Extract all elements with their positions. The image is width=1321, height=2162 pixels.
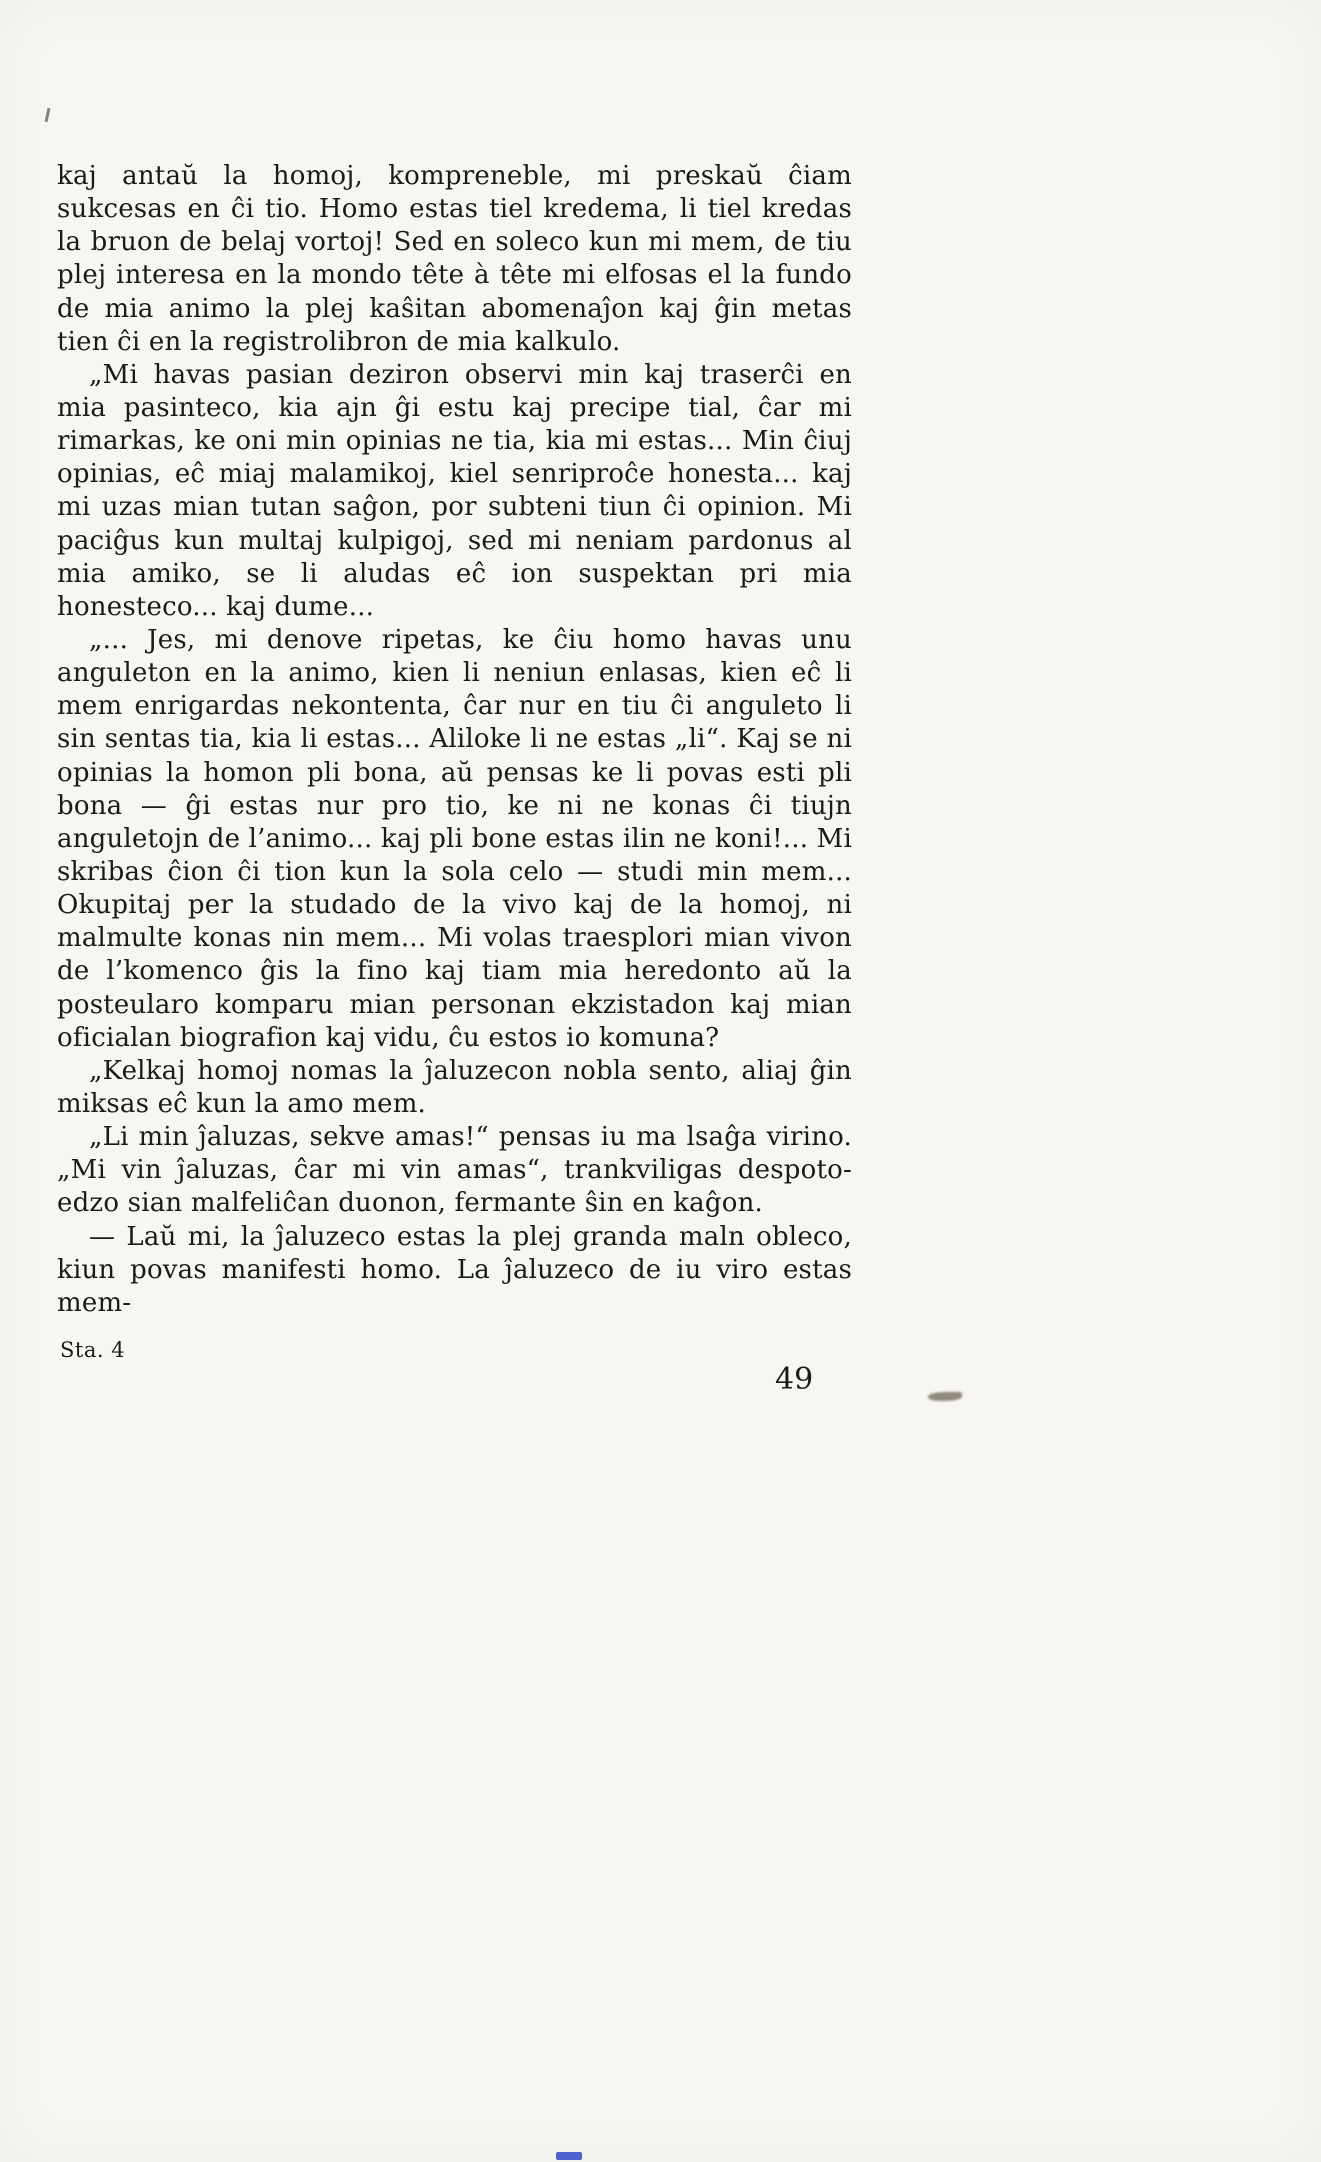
paragraph: „Kelkaj homoj nomas la ĵaluzecon nobla sento, aliaj ĝin miksas eĉ kun la amo mem. bbox=[57, 1055, 852, 1119]
paragraph: — Laŭ mi, la ĵaluzeco estas la plej granda maln obleco, kiun povas manifesti homo. La ĵaluzeco de iu viro estas mem- bbox=[57, 1221, 852, 1318]
paragraph: kaj antaŭ la homoj, kompreneble, mi preskaŭ ĉiam sukcesas en ĉi tio. Homo estas tiel kredema, li tiel kredas la bruon de belaj vortoj! Sed en soleco kun mi mem, de tiu plej interesa en la mondo tête à tête mi elfosas el la fundo de mia animo la plej kaŝitan abomenaĵon kaj ĝin metas tien ĉi en la registrolibron de mia kalkulo. bbox=[57, 161, 852, 357]
scan-artifact bbox=[556, 2152, 582, 2160]
signature-mark: Sta. 4 bbox=[60, 1338, 126, 1362]
page-text bbox=[57, 160, 852, 1320]
scan-speck bbox=[45, 108, 51, 122]
paragraph: „Li min ĵaluzas, sekve amas!“ pensas iu ma lsaĝa virino. „Mi vin ĵaluzas, ĉar mi vin amas“, trankviligas despoto-edzo sian malfeliĉan duonon, fermante ŝin en kaĝon. bbox=[57, 1122, 852, 1219]
page-number: 49 bbox=[775, 1362, 814, 1397]
ink-smudge bbox=[928, 1392, 962, 1401]
paragraph: „Mi havas pasian deziron observi min kaj traserĉi en mia pasinteco, kia ajn ĝi estu kaj precipe tial, ĉar mi rimarkas, ke oni min opinias ne tia, kia mi estas... Min ĉiuj opinias, eĉ miaj malamikoj, kiel senriproĉe honesta... kaj mi uzas mian tutan saĝon, por subteni tiun ĉi opinion. Mi paciĝus kun multaj kulpigoj, sed mi neniam pardonus al mia amiko, se li aludas eĉ ion suspektan pri mia honesteco... kaj dume... bbox=[57, 359, 852, 622]
paragraph: „... Jes, mi denove ripetas, ke ĉiu homo havas unu anguleton en la animo, kien li neniun enlasas, kien eĉ li mem enrigardas nekontenta, ĉar nur en tiu ĉi anguleto li sin sentas tia, kia li estas... Aliloke li ne estas „li“. Kaj se ni opinias la homon pli bona, aŭ pensas ke li povas esti pli bona — ĝi estas nur pro tio, ke ni ne konas ĉi tiujn anguletojn de l’animo... kaj pli bone estas ilin ne koni!... Mi skribas ĉion ĉi tion kun la sola celo — studi min mem... Okupitaj per la studado de la vivo kaj de la homoj, ni malmulte konas nin mem... Mi volas traesplori mian vivon de l’komenco ĝis la fino kaj tiam mia heredonto aŭ la posteularo komparu mian personan ekzistadon kaj mian oficialan biografion kaj vidu, ĉu estos io komuna? bbox=[57, 624, 852, 1053]
